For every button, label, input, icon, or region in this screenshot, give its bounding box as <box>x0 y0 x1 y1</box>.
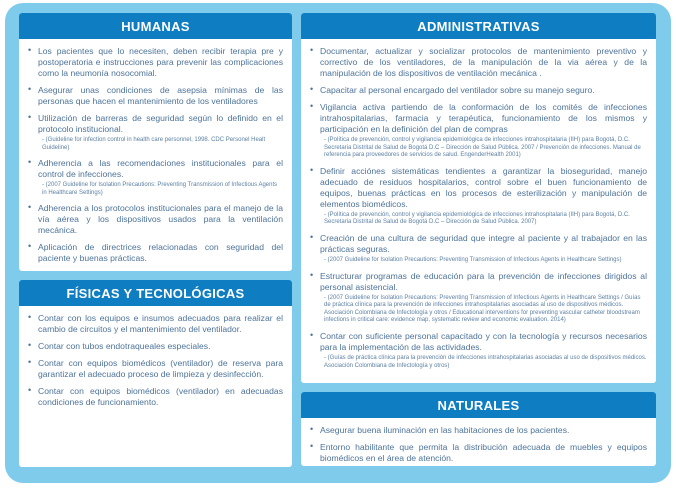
bullet-icon: • <box>28 340 32 350</box>
list-item <box>28 46 283 79</box>
section-title-fisicas: FÍSICAS Y TECNOLÓGICAS <box>19 280 292 306</box>
list-item-text: Adherencia a las recomendaciones institucionales para el control de infecciones. <box>38 158 283 180</box>
list-item <box>28 313 283 335</box>
list-item-text: Contar con equipos biomédicos (ventilador) de reserva para garantizar el adecuado proceso de limpieza y desinfección. <box>38 358 283 379</box>
bullet-icon: • <box>28 312 32 322</box>
bullet-icon: • <box>310 45 314 55</box>
citation-text: - (2007 Guideline for Isolation Precautions: Preventing Transmission of Infectious Agents in Healthcare Settings) <box>324 256 622 263</box>
bullet-icon: • <box>310 84 314 94</box>
section-humanas <box>19 13 292 271</box>
section-body-administrativas <box>301 39 656 376</box>
list-item-text: Aplicación de directrices relacionadas con seguridad del paciente y buenas prácticas. <box>38 242 283 264</box>
list-item <box>28 85 283 107</box>
list-item-text: Estructurar programas de educación para la prevención de infecciones dirigidos al personal asistencial. <box>320 270 647 292</box>
infographic-panel <box>5 3 671 483</box>
list-item-text: Entorno habilitante que permita la distribución adecuada de muebles y equipos biomédicos en el área de atención. <box>320 442 647 463</box>
list-item <box>310 85 647 96</box>
list-item-text: Los pacientes que lo necesiten, deben recibir terapia pre y postoperatoria e instrucciones para prevenir las complicaciones como la neumonía nosocomial. <box>38 46 283 78</box>
list-item <box>310 102 647 160</box>
bullet-icon: • <box>310 164 314 175</box>
list-item <box>310 425 647 436</box>
bullet-icon: • <box>28 84 32 94</box>
section-title-humanas: HUMANAS <box>19 13 292 39</box>
bullet-icon: • <box>28 157 32 168</box>
list-item <box>310 46 647 79</box>
list-item-text: Contar con los equipos e insumos adecuados para realizar el cambio de circuitos y el mantenimiento del ventilador. <box>38 313 283 334</box>
bullet-icon: • <box>310 424 314 434</box>
list-item <box>28 341 283 352</box>
list-item <box>28 358 283 380</box>
list-item <box>310 331 647 370</box>
list-item-text: Documentar, actualizar y socializar protocolos de mantenimiento preventivo y correctivo de los ventiladores, de la manipulación de la via aérea y de la manipulación de los dispositivos de ventilación mecánica . <box>320 46 647 78</box>
list-item <box>310 271 647 325</box>
bullet-icon: • <box>28 112 32 122</box>
column-left <box>19 13 292 467</box>
bullet-icon: • <box>310 231 314 242</box>
bullet-icon: • <box>28 357 32 367</box>
list-item <box>28 203 283 236</box>
list-item-text: Contar con suficiente personal capacitado y con la tecnología y recursos necesarios para la implementación de las actividades. <box>320 330 647 352</box>
list-item-text: Adherencia a los protocolos institucionales para el manejo de la vía aérea y los dispositivos usados para la ventilación mecánica. <box>38 203 283 236</box>
bullet-icon: • <box>310 101 314 111</box>
bullet-icon: • <box>28 241 32 252</box>
citation-text: - (Política de prevención, control y vigilancia epidemiológica de infecciones intrahospitalaria (IIH) para Bogotá, D.C. Secretaria Distrital de Salud de Bogotá D.C – Dirección de Salud Pública. 2007) <box>324 211 630 226</box>
list-item-text: Definir acciónes sistemáticas tendientes a garantizar la bioseguridad, manejo adecuado de residuos hospitalarios, control sobre el buen funcionamiento de equipos, buenas prácticas en los procesos de esterilización y manipulación de elementos biomédicos. <box>320 165 647 209</box>
bullet-icon: • <box>310 269 314 280</box>
section-title-administrativas: ADMINISTRATIVAS <box>301 13 656 39</box>
bullet-icon: • <box>28 45 32 55</box>
citation-text: - (2007 Guideline for Isolation Precautions: Preventing Transmission of Infectious Agents in Healthcare Settings) <box>42 182 278 196</box>
section-body-fisicas <box>19 306 292 414</box>
section-administrativas <box>301 13 656 383</box>
section-fisicas <box>19 280 292 467</box>
list-item-text: Creación de una cultura de seguridad que integre al paciente y al trabajador en las prácticas seguras. <box>320 232 647 254</box>
list-item-text: Contar con equipos biomédicos (ventilador) en adecuadas condiciones de funcionamiento. <box>38 386 283 407</box>
citation-text: - (Guías de práctica clínica para la prevención de infecciones intrahospitalarias asociadas al uso de dispositivos médicos. Asociación Colombiana de Infectología y otros) <box>324 354 647 369</box>
list-item <box>310 442 647 464</box>
citation-text: - (Política de prevención, control y vigilancia epidemiológica de infecciones intrahospitalaria (IIH) para Bogotá, D.C. Secretaria Distrital de Salud de Bogotá D.C – Dirección de Salud Pública. 2007 / Prevención de infecciones. Manual de referencia para proveedores de servicios de salud. EngenderHealth 2001) <box>324 137 641 159</box>
list-item <box>28 242 283 264</box>
list-item-text: Contar con tubos endotraqueales especiales. <box>38 341 211 351</box>
list-item <box>310 166 647 227</box>
list-item-text: Utilización de barreras de seguridad según lo definido en el protocolo institucional. <box>38 113 283 134</box>
bullet-icon: • <box>310 329 314 340</box>
bullet-icon: • <box>28 202 32 213</box>
list-item-text: Asegurar buena iluminación en las habitaciones de los pacientes. <box>320 425 570 435</box>
list-item <box>28 113 283 152</box>
citation-text: - (Guideline for infection control in health care personnel, 1998. CDC Personel Healt Guideline) <box>42 137 266 151</box>
column-right <box>301 13 656 467</box>
bullet-icon: • <box>310 441 314 451</box>
section-naturales <box>301 392 656 466</box>
section-title-naturales: NATURALES <box>301 392 656 418</box>
section-body-naturales <box>301 418 656 466</box>
citation-text: - (2007 Guideline for Isolation Precautions: Preventing Transmission of Infectious Agents in Healthcare Settings / Guías de práctica clínica para la prevención de infecciones intrahospitalarias asociadas al uso de dispositivos médicos. Asociación Colombiana de Infectología y otros / Educational interventions for preventing vascular catheter bloodstream infections in critical care: evidence map, systematic review and economic evaluation. 2014) <box>324 294 641 324</box>
list-item-text: Capacitar al personal encargado del ventilador sobre su manejo seguro. <box>320 85 595 95</box>
list-item <box>28 386 283 408</box>
bullet-icon: • <box>28 385 32 395</box>
list-item <box>28 158 283 197</box>
list-item-text: Asegurar unas condiciones de asepsia mínimas de las personas que hacen el mantenimiento de los ventiladores <box>38 85 283 106</box>
list-item-text: Vigilancia activa partiendo de la conformación de los comités de infecciones intrahospitalarias, farmacia y terapéutica, funcionamiento de los mismos y participación en la definición del plan de compras <box>320 102 647 134</box>
section-body-humanas <box>19 39 292 270</box>
list-item <box>310 233 647 265</box>
